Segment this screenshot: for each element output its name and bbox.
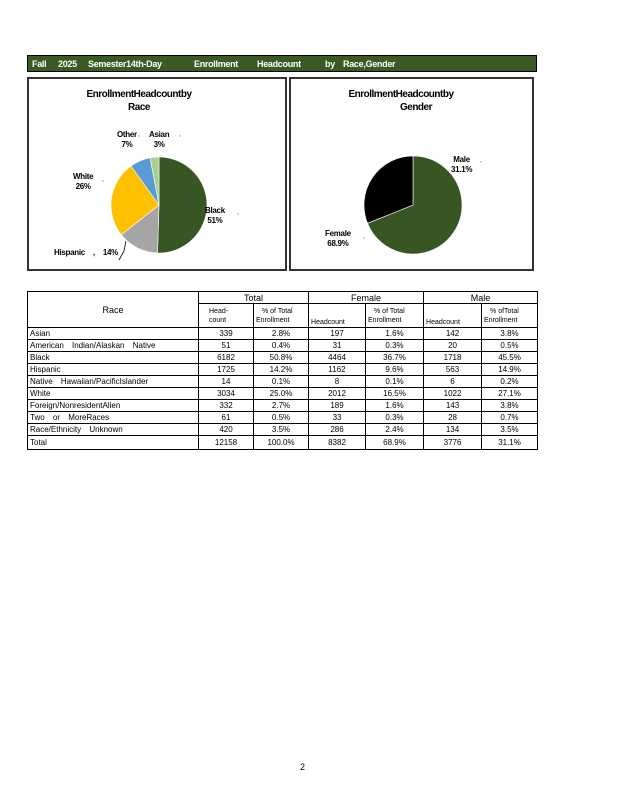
total-pct-subheader: % of Total Enrollment <box>254 304 309 328</box>
table-row <box>28 424 538 436</box>
cell-male-pct: 45.5% <box>482 352 538 364</box>
cell-race: White <box>28 388 199 400</box>
label-other: Other 7% <box>117 130 137 149</box>
cell-male-pct: 3.8% <box>482 400 538 412</box>
cell-female-pct: 1.6% <box>366 400 424 412</box>
cell-female-hc: 33 <box>309 412 366 424</box>
cell-total-pct: 0.5% <box>254 412 309 424</box>
gender-chart: EnrollmentHeadcountby Gender Male 31.1% , Female 68.9% , <box>289 77 534 271</box>
cell-total-hc: 14 <box>199 376 254 388</box>
female-header: Female <box>309 292 424 304</box>
table-row <box>28 328 538 340</box>
cell-female-hc: 197 <box>309 328 366 340</box>
total-headcount-subheader: Head- count <box>199 304 254 328</box>
banner-year: 2025 <box>58 59 77 69</box>
cell-total-pct: 2.8% <box>254 328 309 340</box>
cell-female-hc: 286 <box>309 424 366 436</box>
cell-female-pct: 16.5% <box>366 388 424 400</box>
cell-total-pct: 2.7% <box>254 400 309 412</box>
cell-total-pct: 3.5% <box>254 424 309 436</box>
cell-total-hc: 3034 <box>199 388 254 400</box>
table-row <box>28 340 538 352</box>
report-banner <box>27 55 537 72</box>
cell-female-pct: 1.6% <box>366 328 424 340</box>
total-header: Total <box>199 292 309 304</box>
label-male: Male 31.1% <box>451 155 473 174</box>
male-pct-subheader: % ofTotal Enrollment <box>482 304 538 328</box>
cell-total-pct: 0.1% <box>254 376 309 388</box>
cell-male-hc: 28 <box>424 412 482 424</box>
table-row <box>28 364 538 376</box>
banner-term: Fall <box>32 59 47 69</box>
cell-female-pct: 2.4% <box>366 424 424 436</box>
cell-race: Race/Ethnicity Unknown <box>28 424 199 436</box>
cell-female-hc: 189 <box>309 400 366 412</box>
race-pie-svg <box>29 79 285 269</box>
cell-male-pct: 14.9% <box>482 364 538 376</box>
cell-male-hc: 134 <box>424 424 482 436</box>
cell-male-hc: 1718 <box>424 352 482 364</box>
cell-female-hc: 2012 <box>309 388 366 400</box>
banner-by: by <box>325 59 335 69</box>
table-row <box>28 352 538 364</box>
cell-total-pct: 0.4% <box>254 340 309 352</box>
cell-female-hc: 1162 <box>309 364 366 376</box>
race-slice-black <box>158 157 207 253</box>
cell-total-hc: 332 <box>199 400 254 412</box>
cell-race: Asian <box>28 328 199 340</box>
table-total-row <box>28 436 538 450</box>
cell-male-hc: 1022 <box>424 388 482 400</box>
cell-total-hc: 61 <box>199 412 254 424</box>
gender-chart-title-line1: EnrollmentHeadcountby <box>348 89 454 100</box>
female-headcount-subheader: Headcount <box>309 304 366 328</box>
banner-dims: Race,Gender <box>343 59 396 69</box>
cell-total-hc: 420 <box>199 424 254 436</box>
cell-male-pct: 3.8% <box>482 328 538 340</box>
cell-female-pct: 0.3% <box>366 340 424 352</box>
cell-total-pct: 100.0% <box>254 436 309 450</box>
cell-total-hc: 6182 <box>199 352 254 364</box>
race-chart-title-line2: Race <box>128 102 150 113</box>
cell-race: Two or MoreRaces <box>28 412 199 424</box>
cell-race: Black <box>28 352 199 364</box>
cell-male-pct: 0.7% <box>482 412 538 424</box>
race-header: Race <box>28 292 199 328</box>
female-pct-subheader: % of Total Enrollment <box>366 304 424 328</box>
cell-female-pct: 9.6% <box>366 364 424 376</box>
banner-headcount: Headcount <box>257 59 301 69</box>
cell-female-hc: 8382 <box>309 436 366 450</box>
cell-male-hc: 142 <box>424 328 482 340</box>
cell-race: American Indian/Alaskan Native <box>28 340 199 352</box>
cell-race: Hispanic <box>28 364 199 376</box>
cell-race: Total <box>28 436 199 450</box>
cell-male-pct: 27.1% <box>482 388 538 400</box>
label-hispanic: Hispanic , 14% <box>54 248 118 257</box>
banner-enrollment: Enrollment <box>194 59 239 69</box>
cell-female-pct: 68.9% <box>366 436 424 450</box>
cell-male-hc: 143 <box>424 400 482 412</box>
page-number: 2 <box>300 762 306 772</box>
cell-total-pct: 14.2% <box>254 364 309 376</box>
male-header: Male <box>424 292 538 304</box>
cell-total-hc: 51 <box>199 340 254 352</box>
hispanic-leader-line <box>119 241 126 260</box>
cell-male-pct: 31.1% <box>482 436 538 450</box>
label-black: Black 51% <box>205 206 225 225</box>
cell-female-hc: 31 <box>309 340 366 352</box>
cell-race: Foreign/NonresidentAlien <box>28 400 199 412</box>
race-chart: EnrollmentHeadcountby Race Black 51% , Hispanic , 14% White 26% , Other 7% , Asian 3% , <box>27 77 287 271</box>
cell-male-hc: 6 <box>424 376 482 388</box>
cell-total-hc: 1725 <box>199 364 254 376</box>
banner-semester: Semester14th-Day <box>88 59 162 69</box>
table-row <box>28 376 538 388</box>
cell-total-pct: 25.0% <box>254 388 309 400</box>
cell-male-hc: 20 <box>424 340 482 352</box>
gender-chart-title-line2: Gender <box>399 102 432 113</box>
cell-total-hc: 339 <box>199 328 254 340</box>
label-white: White 26% <box>73 172 94 191</box>
cell-female-hc: 4464 <box>309 352 366 364</box>
male-headcount-subheader: Headcount <box>424 304 482 328</box>
cell-female-hc: 8 <box>309 376 366 388</box>
table-row <box>28 400 538 412</box>
cell-female-pct: 36.7% <box>366 352 424 364</box>
cell-total-pct: 50.8% <box>254 352 309 364</box>
cell-male-pct: 3.5% <box>482 424 538 436</box>
enrollment-table <box>27 291 538 450</box>
cell-female-pct: 0.1% <box>366 376 424 388</box>
race-chart-title-line1: EnrollmentHeadcountby <box>86 89 192 100</box>
cell-race: Native Hawaiian/PacificIslander <box>28 376 199 388</box>
table-row <box>28 388 538 400</box>
cell-male-hc: 563 <box>424 364 482 376</box>
label-asian: Asian 3% <box>149 130 170 149</box>
cell-male-hc: 3776 <box>424 436 482 450</box>
label-female: Female 68.9% <box>325 229 351 248</box>
cell-male-pct: 0.5% <box>482 340 538 352</box>
cell-male-pct: 0.2% <box>482 376 538 388</box>
table-row <box>28 412 538 424</box>
cell-total-hc: 12158 <box>199 436 254 450</box>
cell-female-pct: 0.3% <box>366 412 424 424</box>
